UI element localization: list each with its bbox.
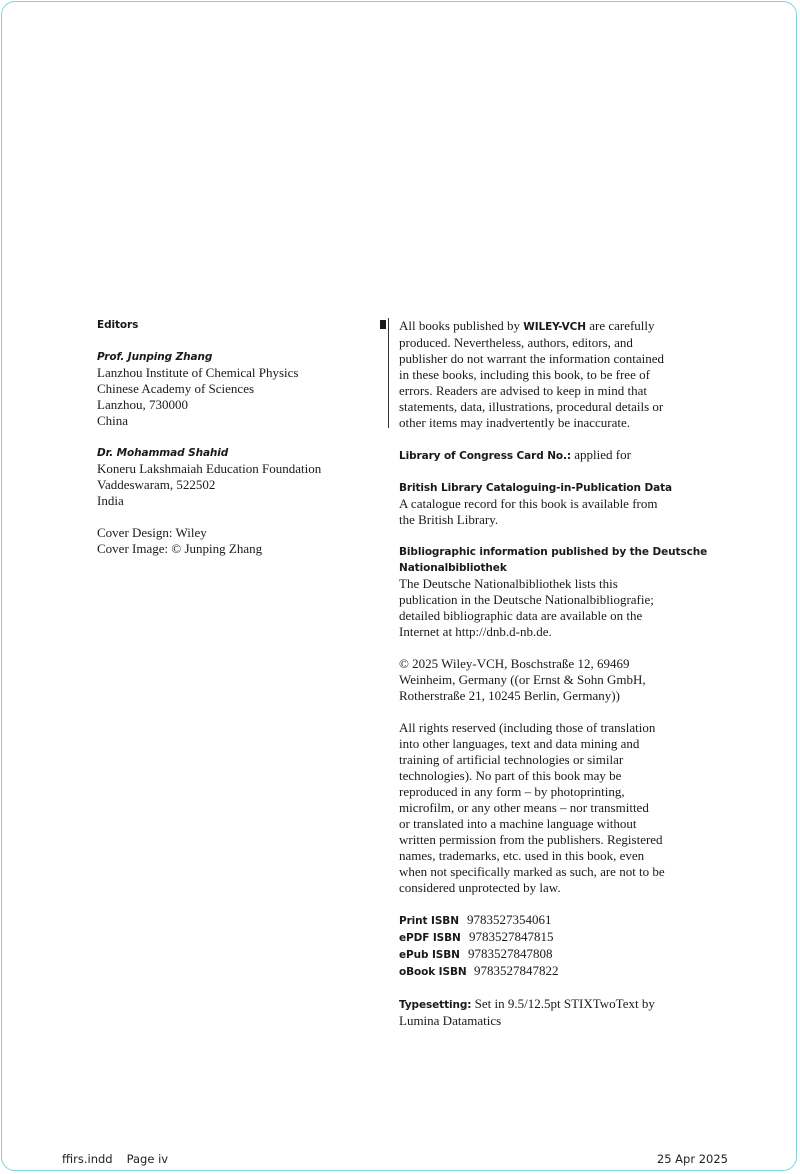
rights-line: written permission from the publishers. Registered <box>399 832 663 847</box>
disclaimer-line: produced. Nevertheless, authors, editors, and <box>399 335 633 350</box>
disclaimer-notice <box>399 318 689 431</box>
editor-affiliation-line: Chinese Academy of Sciences <box>97 381 255 396</box>
disclaimer-line: in these books, including this book, to be free of <box>399 367 650 382</box>
loc-label: Library of Congress Card No.: <box>399 450 571 462</box>
dnb-line: The Deutsche Nationalbibliothek lists this <box>399 576 618 591</box>
rights-line: names, trademarks, etc. used in this book, even <box>399 848 645 863</box>
isbn-list <box>399 912 689 980</box>
footer-file: ffirs.indd <box>62 1152 113 1166</box>
copyright-line: Rotherstraße 21, 10245 Berlin, Germany)) <box>399 688 620 703</box>
isbn-label: ePDF ISBN <box>399 932 461 944</box>
dnb-heading: Nationalbibliothek <box>399 562 507 574</box>
editor-affiliation-line: Vaddeswaram, 522502 <box>97 477 216 492</box>
editor-affiliation-line: Koneru Lakshmaiah Education Foundation <box>97 461 322 476</box>
british-library-block <box>399 480 689 528</box>
rights-line: into other languages, text and data mining and <box>399 736 640 751</box>
rights-line: or translated into a machine language without <box>399 816 637 831</box>
editor-affiliation-line: China <box>97 413 129 428</box>
editor-affiliation-line: India <box>97 493 124 508</box>
editor-name: Prof. Junping Zhang <box>97 351 213 363</box>
rights-line: training of artificial technologies or similar <box>399 752 624 767</box>
dnb-line: Internet at http://dnb.d-nb.de. <box>399 624 552 639</box>
cover-design-credit: Cover Design: Wiley <box>97 525 207 540</box>
dnb-block <box>399 544 708 640</box>
disclaimer-text: are carefully <box>585 318 655 333</box>
editor-entry <box>97 349 357 429</box>
isbn-value: 9783527847822 <box>474 963 559 978</box>
disclaimer-pre: All books published by <box>399 318 524 333</box>
footer-page: Page iv <box>126 1152 169 1166</box>
rights-line: technologies). No part of this book may be <box>399 768 622 783</box>
dnb-line: detailed bibliographic data are available on the <box>399 608 643 623</box>
editor-affiliation-line: Lanzhou, 730000 <box>97 397 188 412</box>
copyright-line: © 2025 Wiley-VCH, Boschstraße 12, 69469 <box>399 656 630 671</box>
british-library-heading: British Library Cataloguing-in-Publication Data <box>399 482 672 494</box>
vertical-rule <box>388 318 389 428</box>
editor-entry <box>97 445 357 509</box>
rights-line: microfilm, or any other means – nor transmitted <box>399 800 649 815</box>
british-library-line: A catalogue record for this book is available from <box>399 496 658 511</box>
isbn-label: ePub ISBN <box>399 949 460 961</box>
rights-line: reproduced in any form – by photoprinting, <box>399 784 625 799</box>
publisher-brand: WILEY-VCH <box>523 321 586 333</box>
typesetting-label: Typesetting: <box>399 999 472 1011</box>
rights-line: when not specifically marked as such, are not to be <box>399 864 665 879</box>
isbn-label: oBook ISBN <box>399 966 467 978</box>
dnb-heading: Bibliographic information published by the Deutsche <box>399 546 708 558</box>
isbn-value: 9783527847815 <box>469 929 554 944</box>
copyright-notice <box>399 656 689 704</box>
isbn-row <box>399 912 689 929</box>
footer-left <box>62 1152 168 1166</box>
editor-name: Dr. Mohammad Shahid <box>97 447 229 459</box>
typesetting-note <box>399 996 689 1029</box>
disclaimer-line: errors. Readers are advised to keep in mind that <box>399 383 647 398</box>
loc-value: applied for <box>570 447 631 462</box>
rights-line: considered unprotected by law. <box>399 880 561 895</box>
isbn-row <box>399 929 689 946</box>
isbn-value: 9783527847808 <box>468 946 553 961</box>
editors-column <box>97 317 357 573</box>
disclaimer-line: publisher do not warrant the information contained <box>399 351 664 366</box>
typesetting-line: Lumina Datamatics <box>399 1013 502 1028</box>
editors-heading: Editors <box>97 319 139 331</box>
dnb-line: publication in the Deutsche Nationalbibliografie; <box>399 592 654 607</box>
footer-date: 25 Apr 2025 <box>656 1152 728 1166</box>
margin-marker <box>380 320 386 329</box>
copyright-line: Weinheim, Germany ((or Ernst & Sohn GmbH, <box>399 672 646 687</box>
isbn-value: 9783527354061 <box>467 912 552 927</box>
typesetting-text: Set in 9.5/12.5pt STIXTwoText by <box>471 996 655 1011</box>
british-library-line: the British Library. <box>399 512 499 527</box>
disclaimer-first-line <box>399 318 689 335</box>
copyright-column <box>399 318 708 1045</box>
disclaimer-line: other items may inadvertently be inaccurate. <box>399 415 631 430</box>
loc-card <box>399 447 689 464</box>
disclaimer-line: statements, data, illustrations, procedural details or <box>399 399 664 414</box>
rights-reserved <box>399 720 689 896</box>
cover-credits <box>97 525 357 557</box>
rights-line: All rights reserved (including those of translation <box>399 720 656 735</box>
isbn-row <box>399 963 689 980</box>
cover-image-credit: Cover Image: © Junping Zhang <box>97 541 263 556</box>
isbn-label: Print ISBN <box>399 915 459 927</box>
isbn-row <box>399 946 689 963</box>
editor-affiliation-line: Lanzhou Institute of Chemical Physics <box>97 365 299 380</box>
